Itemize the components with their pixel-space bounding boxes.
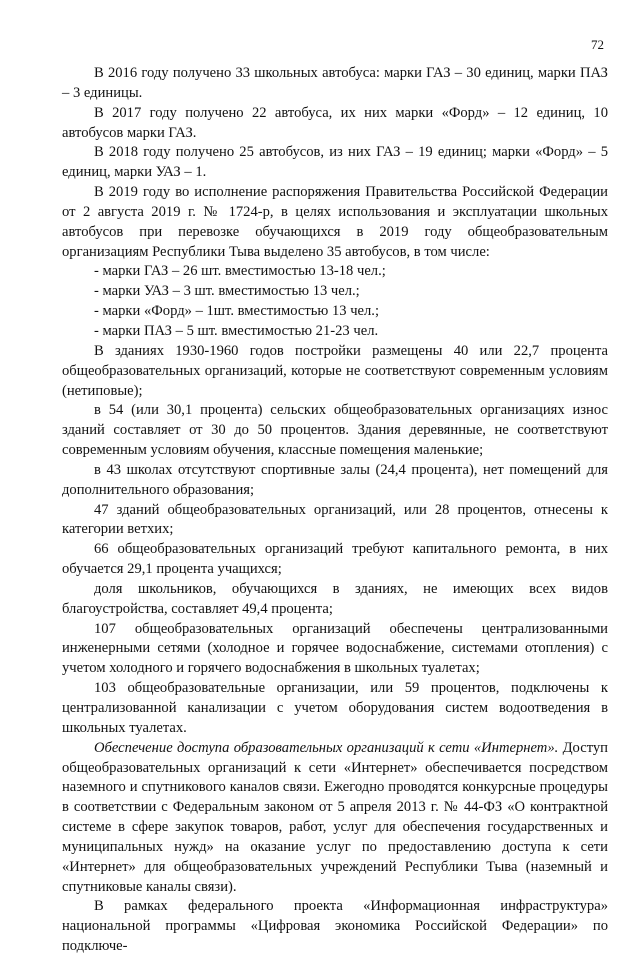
paragraph-sewerage: 103 общеобразовательные организации, или 59 процентов, подключены к централизованной канализации с учетом оборудования систем водоотведения в школьных туалетах. <box>62 680 608 736</box>
paragraph-2017: В 2017 году получено 22 автобуса, их них марки «Форд» – 12 единиц, 10 автобусов марки ГАЗ. <box>62 104 608 141</box>
paragraph-dilapidated: 47 зданий общеобразовательных организаций, или 28 процентов, отнесены к категории ветхих; <box>62 501 608 538</box>
page-number: 72 <box>591 37 604 52</box>
list-item-gaz: - марки ГАЗ – 26 шт. вместимостью 13-18 чел.; <box>94 263 386 280</box>
paragraph-buildings-1930: В зданиях 1930-1960 годов постройки размещены 40 или 22,7 процента общеобразовательных организаций, которые не соответствуют современным условиям (нетиповые); <box>62 342 608 399</box>
paragraph-engineering-networks: 107 общеобразовательных организаций обеспечены централизованными инженерными сетями (холодное и горячее водоснабжение, системами отопления) с учетом холодного и горячего водоснабжения в школьных туалетах; <box>62 620 608 677</box>
internet-text: Доступ общеобразовательных организаций к сети «Интернет» обеспечивается посредством наземного и спутникового каналов связи. Ежегодно проводятся конкурсные процедуры в соответствии с Федеральным законом от 5 апреля 2013 г. № 44-ФЗ «О контрактной системе в сфере закупок товаров, работ, услуг для обеспечения государственных и муниципальных нужд» на оказание услуг по предоставлению доступа к сети «Интернет» для общеобразовательных учреждений Республики Тыва (наземный и спутниковые каналы связи). <box>62 739 608 895</box>
paragraph-rural-wear: в 54 (или 30,1 процента) сельских общеобразовательных организациях износ зданий составляет от 30 до 50 процентов. Здания деревянные, не соответствуют современным условиям обучения, классные помещения маленькие; <box>62 402 608 459</box>
paragraph-2019: В 2019 году во исполнение распоряжения Правительства Российской Федерации от 2 августа 2019 г. № 1724-р, в целях использования и эксплуатации школьных автобусов при перевозке обучающихся в 2019 году общеобразовательным организациям Республики Тыва выделено 35 автобусов, в том числе: <box>62 184 608 260</box>
list-item-paz: - марки ПАЗ – 5 шт. вместимостью 21-23 чел. <box>94 322 379 339</box>
paragraph-2018: В 2018 году получено 25 автобусов, из них ГАЗ – 19 единиц; марки «Форд» – 5 единиц, марки УАЗ – 1. <box>62 144 608 181</box>
paragraph-sports-halls: в 43 школах отсутствуют спортивные залы (24,4 процента), нет помещений для дополнительного образования; <box>62 461 608 498</box>
list-item-ford: - марки «Форд» – 1шт. вместимостью 13 чел.; <box>94 303 380 320</box>
paragraph-internet <box>62 739 608 898</box>
paragraph-amenities: доля школьников, обучающихся в зданиях, не имеющих всех видов благоустройства, составляет 49,4 процента; <box>62 580 608 617</box>
paragraph-repair: 66 общеобразовательных организаций требуют капитального ремонта, в них обучается 29,1 процента учащихся; <box>62 541 608 578</box>
list-item-uaz: - марки УАЗ – 3 шт. вместимостью 13 чел.; <box>94 283 360 300</box>
paragraph-2016: В 2016 году получено 33 школьных автобуса: марки ГАЗ – 30 единиц, марки ПАЗ – 3 единицы. <box>62 65 608 101</box>
body-text <box>62 64 608 957</box>
internet-heading: Обеспечение доступа образовательных организаций к сети «Интернет». <box>94 739 559 756</box>
paragraph-federal-project: В рамках федерального проекта «Информационная инфраструктура» национальной программы «Цифровая экономика Российской Федерации» по подключе- <box>62 898 608 955</box>
